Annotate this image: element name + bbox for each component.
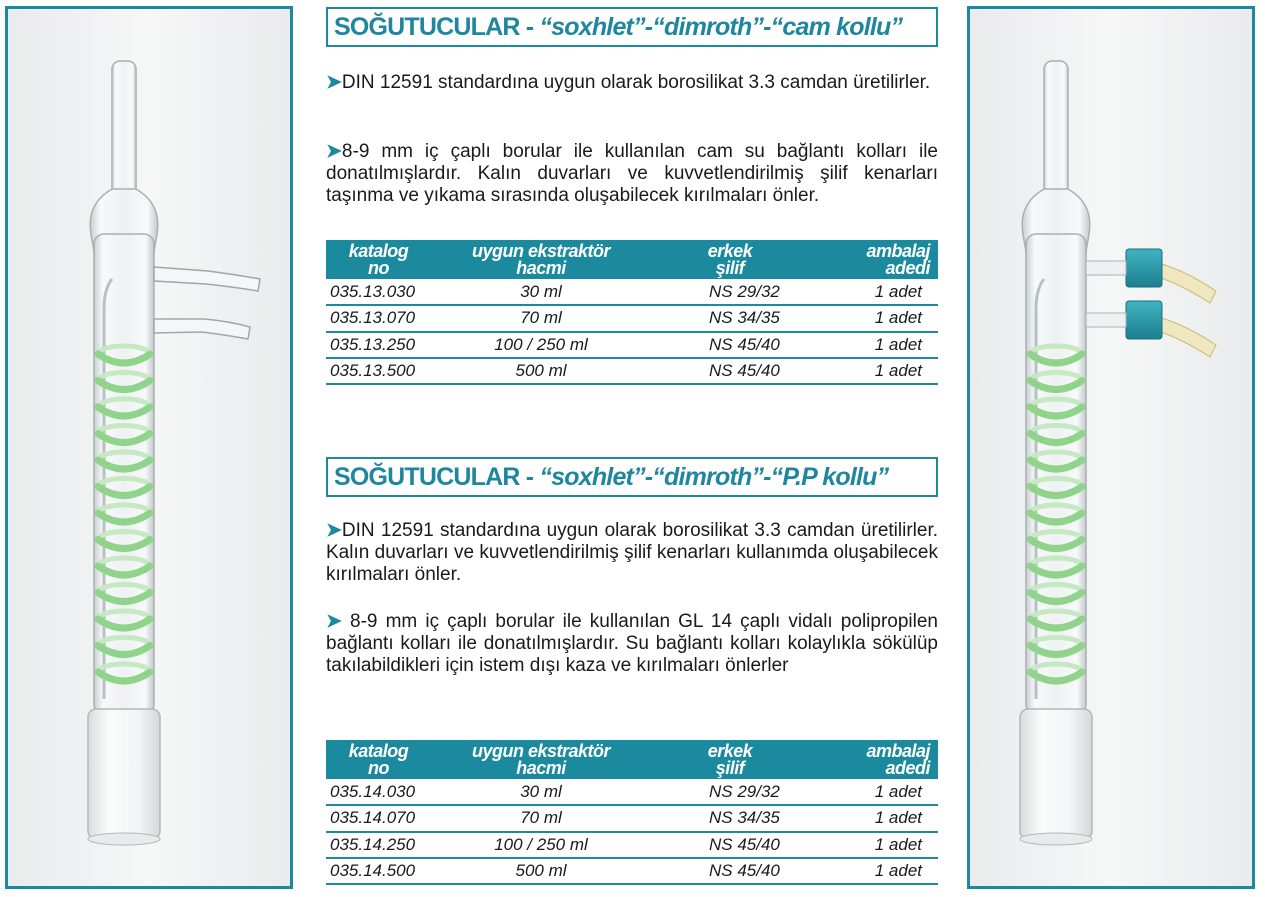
header-volume: uygun ekstraktör hacmi <box>431 240 651 279</box>
paragraph-text: DIN 12591 standardına uygun olarak borosilikat 3.3 camdan üretilirler. Kalın duvarları ve kuvvetlendirilmiş şilif kenarları kullanımda oluşabilecek kırılmaları önler. <box>326 520 938 585</box>
arrow-bullet-icon: ➤ <box>326 72 342 93</box>
joint: NS 45/40 <box>651 358 809 384</box>
table-row <box>326 358 938 384</box>
table-row <box>326 305 938 331</box>
product-image-pp-arms <box>967 6 1255 889</box>
package: 1 adet <box>809 305 938 331</box>
volume: 500 ml <box>431 858 651 884</box>
lower-side-arm <box>154 319 250 339</box>
header-joint: erkek şilif <box>651 240 809 279</box>
table-header-row <box>326 240 938 279</box>
catalog-no: 035.13.500 <box>326 358 431 384</box>
section2-spec-table <box>326 740 938 885</box>
condenser-pp-arms-illustration <box>970 9 1252 886</box>
catalog-no: 035.14.500 <box>326 858 431 884</box>
volume: 100 / 250 ml <box>431 832 651 858</box>
joint: NS 45/40 <box>651 858 809 884</box>
section2-title-main: SOĞUTUCULAR - <box>334 463 540 491</box>
joint: NS 29/32 <box>651 779 809 805</box>
package: 1 adet <box>809 858 938 884</box>
header-volume: uygun ekstraktör hacmi <box>431 740 651 779</box>
condenser-glass-arms-illustration <box>8 9 290 886</box>
catalog-no: 035.14.250 <box>326 832 431 858</box>
table-row <box>326 279 938 305</box>
table-header-row <box>326 740 938 779</box>
volume: 30 ml <box>431 279 651 305</box>
arrow-bullet-icon: ➤ <box>326 611 342 632</box>
section2-paragraph-2 <box>326 611 938 677</box>
top-tube <box>1044 61 1068 201</box>
volume: 500 ml <box>431 358 651 384</box>
section1-paragraph-1 <box>326 72 938 94</box>
joint: NS 29/32 <box>651 279 809 305</box>
package: 1 adet <box>809 358 938 384</box>
catalog-no: 035.14.070 <box>326 805 431 831</box>
ground-joint <box>1020 709 1092 839</box>
header-joint: erkek şilif <box>651 740 809 779</box>
catalog-no: 035.13.250 <box>326 332 431 358</box>
table-row <box>326 332 938 358</box>
volume: 70 ml <box>431 805 651 831</box>
volume: 100 / 250 ml <box>431 332 651 358</box>
arrow-bullet-icon: ➤ <box>326 141 342 162</box>
upper-cap-neck <box>1086 261 1126 275</box>
lower-cap-neck <box>1086 313 1126 327</box>
table-row <box>326 779 938 805</box>
joint: NS 45/40 <box>651 332 809 358</box>
section2-title <box>326 457 938 497</box>
product-image-glass-arms <box>5 6 293 889</box>
section1-spec-table <box>326 240 938 385</box>
section2-paragraph-1 <box>326 520 938 586</box>
section1-paragraph-2 <box>326 141 938 207</box>
section1-title-main: SOĞUTUCULAR - <box>334 13 540 41</box>
lower-screw-cap <box>1126 301 1162 339</box>
volume: 70 ml <box>431 305 651 331</box>
section2-title-sub: “soxhlet”-“dimroth”-“P.P kollu” <box>539 463 889 491</box>
section1-title <box>326 7 938 47</box>
volume: 30 ml <box>431 779 651 805</box>
top-tube <box>112 61 136 201</box>
package: 1 adet <box>809 805 938 831</box>
joint-rim <box>88 833 160 845</box>
paragraph-text: 8-9 mm iç çaplı borular ile kullanılan cam su bağlantı kolları ile donatılmışlardır. Kalın duvarları ve kuvvetlendirilmiş şilif kenarları taşınma ve yıkama sırasında oluşabilecek kırılmaları önler. <box>326 141 938 206</box>
package: 1 adet <box>809 832 938 858</box>
upper-screw-cap <box>1126 249 1162 287</box>
table-row <box>326 858 938 884</box>
header-package: ambalaj adedi <box>809 240 938 279</box>
package: 1 adet <box>809 779 938 805</box>
package: 1 adet <box>809 279 938 305</box>
joint: NS 34/35 <box>651 305 809 331</box>
table-row <box>326 832 938 858</box>
catalog-no: 035.14.030 <box>326 779 431 805</box>
arrow-bullet-icon: ➤ <box>326 520 342 541</box>
joint-rim <box>1020 833 1092 845</box>
ground-joint <box>88 709 160 839</box>
joint: NS 45/40 <box>651 832 809 858</box>
paragraph-text: 8-9 mm iç çaplı borular ile kullanılan GL 14 çaplı vidalı polipropilen bağlantı kolları ile donatılmışlardır. Su bağlantı kolları kolaylıkla sökülüp takılabildikleri için istem dışı kaza ve kırılmaları önlerler <box>326 611 938 676</box>
package: 1 adet <box>809 332 938 358</box>
header-package: ambalaj adedi <box>809 740 938 779</box>
table-row <box>326 805 938 831</box>
upper-side-arm <box>154 267 260 291</box>
catalog-no: 035.13.030 <box>326 279 431 305</box>
paragraph-text: DIN 12591 standardına uygun olarak borosilikat 3.3 camdan üretilirler. <box>341 72 931 93</box>
header-catalog: katalog no <box>326 240 431 279</box>
section1-title-sub: “soxhlet”-“dimroth”-“cam kollu” <box>539 13 903 41</box>
catalog-no: 035.13.070 <box>326 305 431 331</box>
header-catalog: katalog no <box>326 740 431 779</box>
joint: NS 34/35 <box>651 805 809 831</box>
